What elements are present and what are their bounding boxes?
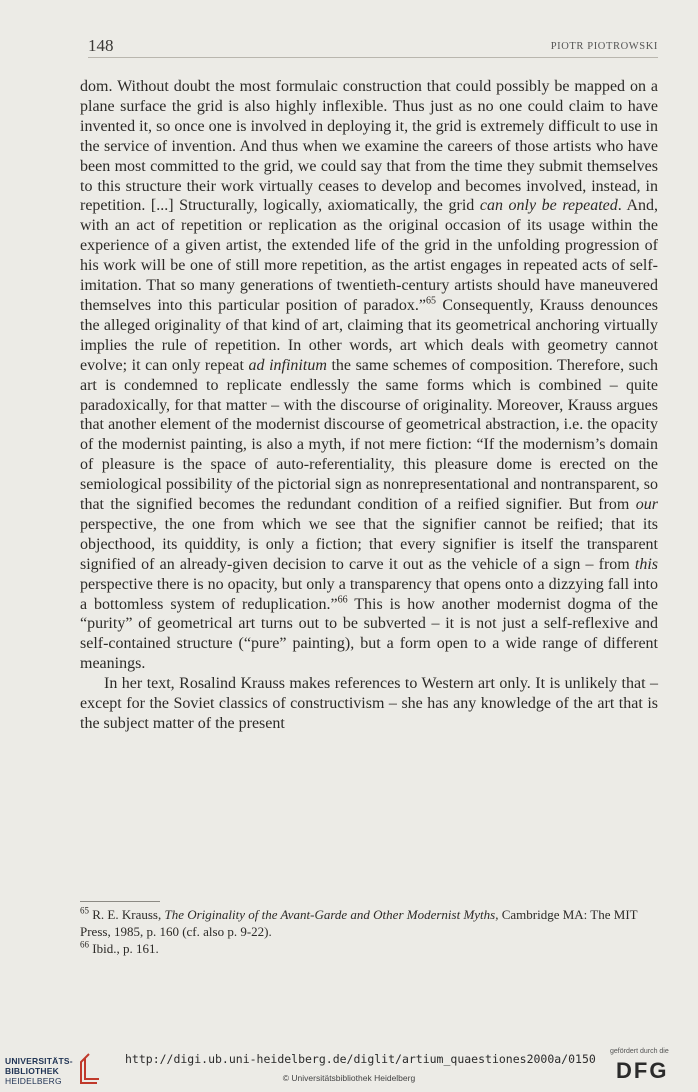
footnote-65-title: The Originality of the Avant-Garde and Other Modernist Myths (164, 907, 496, 922)
paragraph-1-text-k: This is how another modernist dogma of the “purity” of geometrical art turns out to be subverted – it is not just a self-reflexive and self-contained structure (“pure” painting), but a form open to a wide range of different meanings. (80, 595, 658, 673)
library-logo[interactable] (5, 1054, 105, 1086)
paragraph-1-text-c: . And, with an act of repetition or replication as the original occasion of its usage within the experience of a given artist, the extended life of the grid in the unfolding progression of his work will be one of still more repetition, as the artist engages in repeated acts of self-imitation. That so many generations of twentieth-century artists should have maneuvered themselves into this particular position of paradox.” (80, 197, 659, 314)
footer-copyright: © Universitätsbibliothek Heidelberg (282, 1073, 416, 1083)
footnote-65 (80, 906, 658, 940)
footnote-rule (80, 901, 160, 902)
library-emblem-icon (75, 1052, 101, 1086)
page-header (88, 36, 658, 58)
footnote-ref-66[interactable]: 66 (337, 594, 348, 606)
paragraph-1-text-f: the same schemes of composition. Therefore, such art is condemned to replicate endlessly the same forms which is combined – quite paradoxically, for that matter – with the discourse of originality. Moreover, Krauss argues that another element of the modernist discourse of geometrical abstraction, i.e. the opacity of the modernist painting, is also a myth, if not mere fiction: “If the modernism’s domain of pleasure is the space of auto-referentiality, this pleasure dome is erected on the semiological possibility of the pictorial sign as nonrepresentational and nontransparent, so that the signified becomes the redundant condition of a reified signifier. But from (80, 356, 659, 514)
library-name-line-1: UNIVERSITÄTS- (5, 1056, 73, 1066)
dfg-logo-text: DFG (616, 1058, 669, 1083)
dfg-logo[interactable] (608, 1048, 694, 1088)
page-number: 148 (88, 36, 114, 55)
body-text (80, 77, 658, 734)
paragraph-1-text-d: Consequently, Krauss denounces the alleged originality of that kind of art, claiming that its geometrical anchoring virtually implies the rule of repetition. In other words, art which deals with geometry cannot evolve; it can only repeat (80, 296, 659, 374)
library-name-line-2: BIBLIOTHEK (5, 1066, 59, 1076)
footnote-66 (80, 940, 658, 957)
footnote-66-text: Ibid., p. 161. (89, 941, 159, 956)
header-rule (88, 57, 658, 58)
footnote-65-author: R. E. Krauss, (89, 907, 165, 922)
footnote-ref-65[interactable]: 65 (426, 295, 437, 307)
running-head: PIOTR PIOTROWSKI (550, 41, 658, 52)
footnote-66-number: 66 (80, 939, 89, 950)
footer-url-link[interactable]: http://digi.ub.uni-heidelberg.de/diglit/artium_quaestiones2000a/0150 (125, 1052, 596, 1066)
footnote-65-rest: , Cambridge MA: The MIT Press, 1985, p. 160 (cf. also p. 9-22). (80, 907, 638, 939)
library-name-line-3: HEIDELBERG (5, 1076, 62, 1086)
footnote-65-number: 65 (80, 905, 89, 916)
italic-this: this (634, 555, 658, 573)
paragraph-1-text-a: dom. Without doubt the most formulaic construction that could possibly be mapped on a plane surface the grid is also highly inflexible. Thus just as no one could claim to have invented it, so once one is involved in deploying it, the grid is extremely difficult to use in the service of invention. And thus when we examine the careers of those artists who have been most committed to the grid, we could say that from the time they submit themselves to this structure their work virtually ceases to develop and becomes involved, instead, in repetition. [...] Structurally, logically, axiomatically, the grid (80, 78, 658, 215)
paragraph-1-text-h: perspective, the one from which we see that the signifier cannot be reified; that its objecthood, its quiddity, is only a fiction; that every signifier is itself the transparent signified of an already-given decision to carve it out as the vehicle of a sign – from (80, 515, 658, 573)
paragraph-2: In her text, Rosalind Krauss makes references to Western art only. It is unlikely that – except for the Soviet classics of constructivism – she has any knowledge of the art that is the subject matter of the present (80, 675, 658, 732)
paragraph-1 (80, 77, 658, 674)
italic-our: our (635, 496, 658, 514)
paragraph-1-text-j: perspective there is no opacity, but only a transparency that opens onto a dizzying fall into a bottomless system of reduplication.” (80, 575, 658, 613)
italic-ad-infinitum: ad infinitum (248, 356, 327, 374)
footnotes (80, 906, 658, 957)
italic-can-only-be-repeated: can only be repeated (479, 197, 618, 215)
dfg-caption: gefördert durch die (610, 1048, 669, 1055)
